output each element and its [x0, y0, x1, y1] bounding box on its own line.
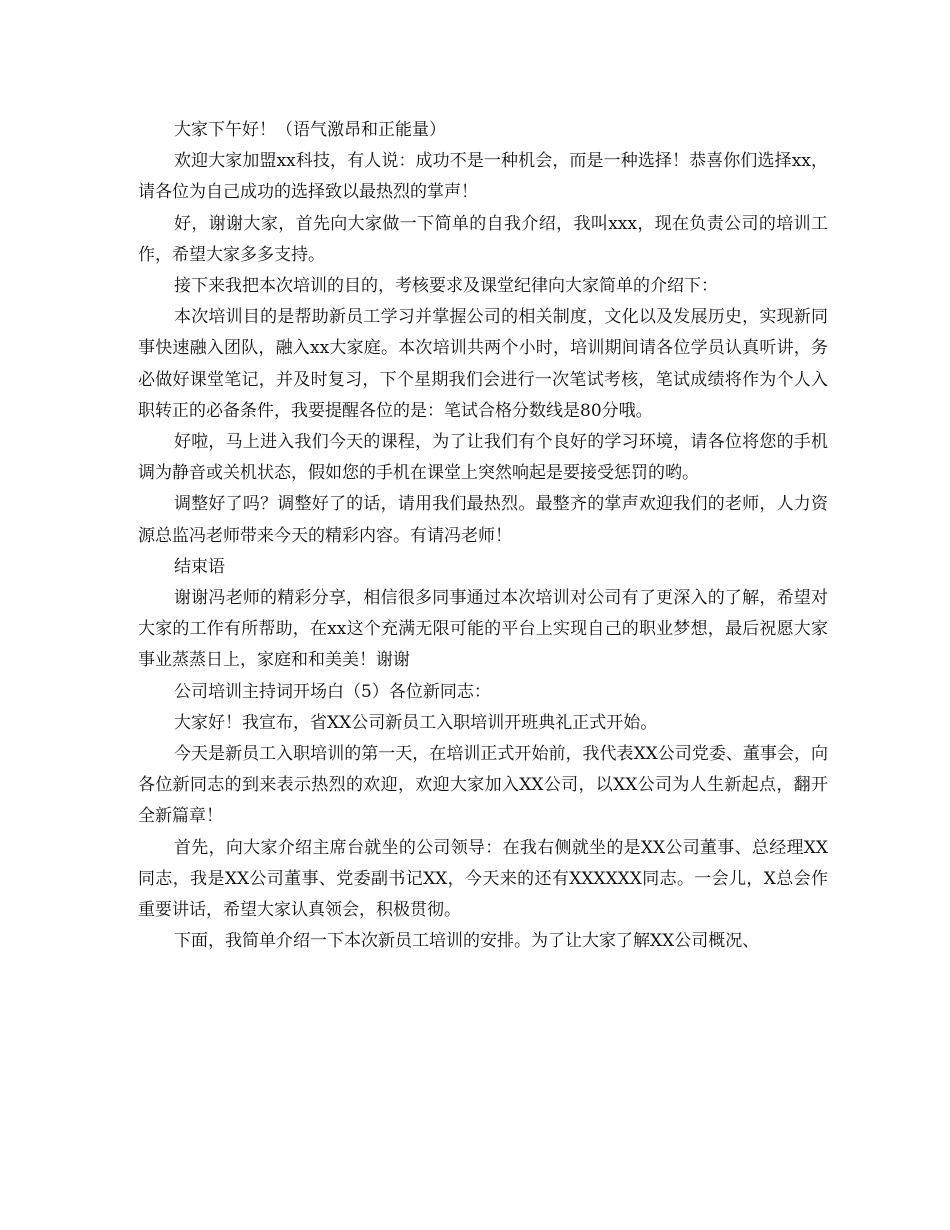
paragraph-leaders-intro: 首先，向大家介绍主席台就坐的公司领导：在我右侧就坐的是XX公司董事、总经理XX同志，我是XX公司董事、党委副书记XX，今天来的还有XXXXXX同志。一会儿，X总会作重要讲话，希望大家认真领会，积极贯彻。 [138, 837, 828, 921]
paragraph-closing-remarks: 谢谢冯老师的精彩分享，相信很多同事通过本次培训对公司有了更深入的了解，希望对大家的工作有所帮助，在xx这个充满无限可能的平台上实现自己的职业梦想，最后祝愿大家事业蒸蒸日上，家庭和和美美！谢谢 [138, 588, 828, 671]
paragraph-section-title: 公司培训主持词开场白（5）各位新同志： [174, 681, 491, 702]
paragraph-first-day: 今天是新员工入职培训的第一天，在培训正式开始前，我代表XX公司党委、董事会，向各位新同志的到来表示热烈的欢迎，欢迎大家加入XX公司，以XX公司为人生新起点，翻开全新篇章！ [138, 744, 828, 827]
paragraph-arrangement: 下面，我简单介绍一下本次新员工培训的安排。为了让大家了解XX公司概况、 [174, 931, 760, 952]
paragraph-training-purpose: 本次培训目的是帮助新员工学习并掌握公司的相关制度，文化以及发展历史，实现新同事快速融入团队，融入xx大家庭。本次培训共两个小时，培训期间请各位学员认真听讲，务必做好课堂笔记，并及时复习，下个星期我们会进行一次笔试考核，笔试成绩将作为个人入职转正的必备条件，我要提醒各位的是：笔试合格分数线是80分哦。 [138, 307, 828, 421]
paragraph-greeting: 大家下午好！（语气激昂和正能量） [174, 120, 446, 140]
paragraph-opening-announce: 大家好！我宣布，省XX公司新员工入职培训开班典礼正式开始。 [174, 712, 658, 733]
paragraph-overview: 接下来我把本次培训的目的，考核要求及课堂纪律向大家简单的介绍下： [174, 276, 718, 297]
paragraph-teacher-intro: 调整好了吗？调整好了的话，请用我们最热烈。最整齐的掌声欢迎我们的老师，人力资源总监冯老师带来今天的精彩内容。有请冯老师！ [138, 494, 828, 546]
paragraph-self-intro: 好，谢谢大家，首先向大家做一下简单的自我介绍，我叫xxx，现在负责公司的培训工作，希望大家多多支持。 [138, 213, 828, 265]
paragraph-phone-notice: 好啦，马上进入我们今天的课程，为了让我们有个良好的学习环境，请各位将您的手机调为静音或关机状态，假如您的手机在课堂上突然响起是要接受惩罚的哟。 [138, 432, 828, 484]
paragraph-welcome: 欢迎大家加盟xx科技，有人说：成功不是一种机会，而是一种选择！恭喜你们选择xx，请各位为自己成功的选择致以最热烈的掌声！ [138, 151, 828, 203]
paragraph-closing-heading: 结束语 [174, 556, 225, 577]
document-body [138, 115, 828, 957]
